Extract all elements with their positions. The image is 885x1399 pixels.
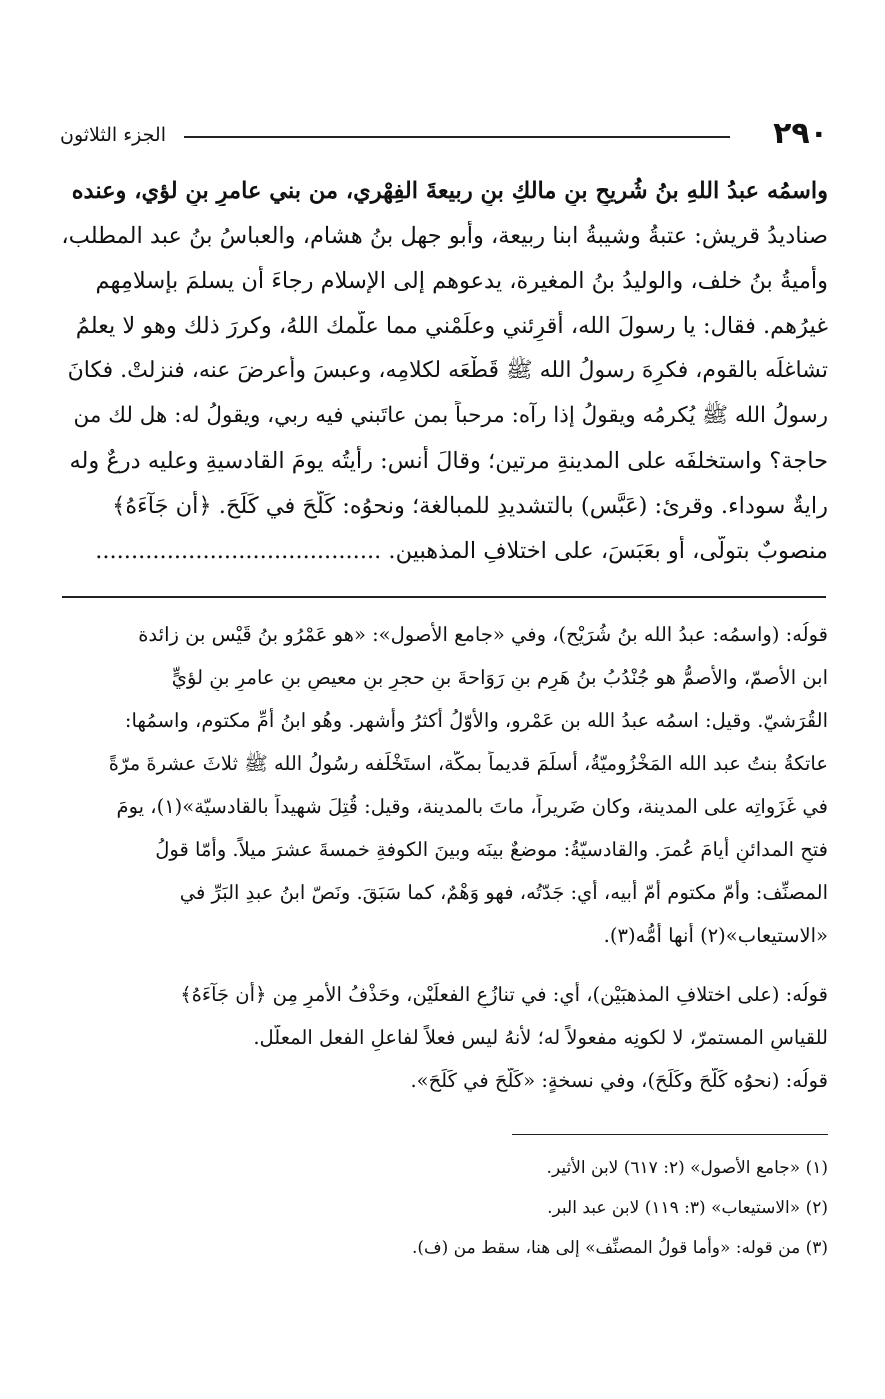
main-text-line: صناديدُ قريش: عتبةُ وشيبةُ ابنا ربيعة، وأبو جهل بنُ هشام، والعباسُ بنُ عبد المطلب، xyxy=(61,223,828,249)
main-text-line: غيرُهم. فقال: يا رسولَ الله، أَقرِئني وعلِّمْني مما علَّمك اللهُ، وكررَ ذلك وهو لا يعلمُ xyxy=(75,313,828,339)
commentary-line: للقياسِ المستمرّ، لا لكونِه مفعولاً له؛ لأنهُ ليس فعلاً لفاعلِ الفعل المعلَّل. xyxy=(253,1026,828,1049)
main-text-line: تشاغلَه بالقوم، فكرِهَ رسولُ الله ﷺ قَطْعَه لكلامِه، وعبسَ وأعرضَ عنه، فنزلتْ. فكانَ xyxy=(67,358,828,383)
commentary-line: قولُه: (على اختلافِ المذهبَيْن)، أي: في تنازُعِ الفعلَيْن، وحَذْفُ الأمرِ مِن ﴿أَن جَآءَهُ﴾ xyxy=(180,983,828,1006)
main-text-line: واسمُه عبدُ اللهِ بنُ شُريحِ بنِ مالكِ بنِ ربيعةَ الفِهْري، من بني عامرِ بنِ لؤي، وعنده xyxy=(71,178,828,204)
commentary-line: قولُه: (واسمُه: عبدُ الله بنُ شُرَيْح)، وفي «جامع الأصول»: «هو عَمْرُو بنُ قَيْس بن زائدة xyxy=(138,623,828,646)
commentary-line: فتحِ المدائنِ أيامَ عُمرَ. والقادسيّةُ: موضعٌ بينَه وبينَ الكوفةِ خمسةَ عشرَ ميلاً. وأمّا قولُ xyxy=(155,838,828,861)
main-text-line: منصوبٌ بتولّى، أو بعَبَسَ، على اختلافِ المذهبين. ........................................ xyxy=(95,538,828,564)
commentary-line: قولُه: (نحوُه كَلَّحَ وكَلَحَ)، وفي نسخةٍ: «كَلَّحَ في كَلَحَ». xyxy=(410,1069,828,1092)
commentary-line: عاتكةُ بنتُ عبد الله المَخْزُوميّةُ، أسلَمَ قديماً بمكّة، استَخْلَفه رسُولُ الله ﷺ ثلاثَ عشرةَ مرّةً xyxy=(108,752,828,775)
main-text-line: وأميةُ بنُ خلف، والوليدُ بنُ المغيرة، يدعوهم إلى الإسلام رجاءَ أن يسلمَ بإسلامِهم xyxy=(95,268,828,294)
commentary-line: المصنِّف: وأُمّ مكتوم أُمّ أبيه، أي: جَدّتُه، فهو وَهْمٌ، كما سَبَقَ. ونَصّ ابنُ عبدِ البَرِّ في xyxy=(179,881,828,904)
commentary-line: القُرَشيّ. وقيل: اسمُه عبدُ الله بن عَمْرو، والأوّلُ أكثرُ وأشهر. وهُو ابنُ أُمِّ مكتوم، واسمُها: xyxy=(124,709,828,732)
running-title: الجزء الثلاثون xyxy=(60,124,166,146)
main-text-line: حاجة؟ واستخلفَه على المدينةِ مرتين؛ وقالَ أنس: رأيتُه يومَ القادسيةِ وعليه درعٌ وله xyxy=(69,448,828,474)
header-rule xyxy=(184,136,730,138)
footnote: (٣) من قوله: «وأما قولُ المصنِّف» إلى هنا، سقط من (ف). xyxy=(411,1238,828,1258)
footnote-rule xyxy=(512,1134,828,1135)
footnote: (١) «جامع الأصول» (٢: ٦١٧) لابن الأثير. xyxy=(546,1158,828,1178)
page-header xyxy=(56,114,828,158)
footnote: (٢) «الاستيعاب» (٣: ١١٩) لابن عبد البر. xyxy=(547,1198,828,1218)
commentary-line: «الاستيعاب»(٢) أنها أُمُّه(٣). xyxy=(603,924,828,947)
section-divider xyxy=(62,596,826,598)
main-text-line: رايةٌ سوداء. وقرئ: (عَبَّس) بالتشديدِ للمبالغة؛ ونحوُه: كَلَّحَ في كَلَحَ. ﴿أَن جَآءَهُ﴾ xyxy=(112,493,828,519)
main-text-line: رسولُ الله ﷺ يُكرمُه ويقولُ إذا رآه: مرحباً بمن عاتَبني فيه ربي، ويقولُ له: هل لك من xyxy=(73,403,828,428)
commentary-line: في غَزَواتِه على المدينة، وكان ضَريراً، ماتَ بالمدينة، وقيل: قُتِلَ شهيداً بالقادسيّة»(١)، يومَ xyxy=(116,795,828,818)
commentary-line: ابن الأصمّ، والأصمُّ هو جُنْدُبُ بنُ هَرِم بنِ رَوَاحةَ بنِ حجرِ بنِ معيصِ بنِ عامرِ بنِ لؤيٍّ xyxy=(171,666,828,689)
page-number: ٢٩٠ xyxy=(773,116,828,151)
